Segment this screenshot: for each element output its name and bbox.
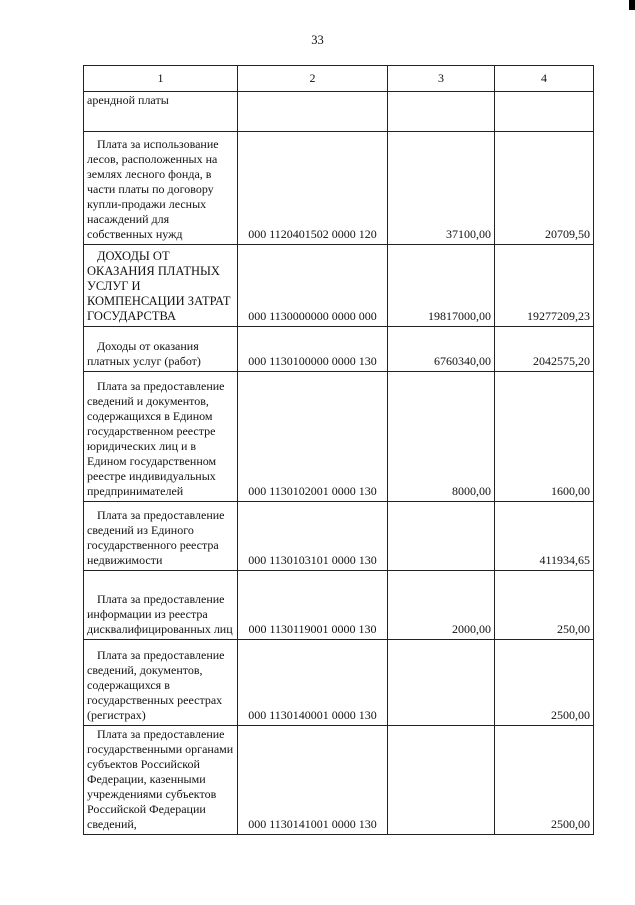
row-name: Плата за предоставление государственными органами субъектов Российской Федерации, казенными учреждениями субъектов Российской Федерации сведений, — [84, 726, 238, 835]
table-row — [84, 372, 594, 502]
row-name: Плата за предоставление сведений, документов, содержащихся в государственных реестрах (регистрах) — [84, 640, 238, 726]
row-col4-value: 2042575,20 — [495, 327, 594, 372]
row-col3-value: 2000,00 — [388, 571, 495, 640]
row-name: Плата за использование лесов, расположенных на землях лесного фонда, в части платы по договору купли-продажи лесных насаждений для собственных нужд — [84, 132, 238, 245]
row-code: 000 1130103101 0000 130 — [238, 502, 388, 571]
row-name: Плата за предоставление информации из реестра дисквалифицированных лиц — [84, 571, 238, 640]
row-col4-value: 20709,50 — [495, 132, 594, 245]
row-code: 000 1130119001 0000 130 — [238, 571, 388, 640]
row-code: 000 1130140001 0000 130 — [238, 640, 388, 726]
row-code: 000 1130000000 0000 000 — [238, 245, 388, 327]
page-corner-mark — [629, 0, 635, 10]
row-col3-value: 6760340,00 — [388, 327, 495, 372]
column-header: 2 — [238, 66, 388, 92]
row-col3-value — [388, 640, 495, 726]
row-code: 000 1120401502 0000 120 — [238, 132, 388, 245]
row-name: Плата за предоставление сведений и документов, содержащихся в Едином государственном реестре юридических лиц и в Едином государственном реестре индивидуальных предпринимателей — [84, 372, 238, 502]
row-name: арендной платы — [84, 92, 238, 132]
row-col3-value — [388, 502, 495, 571]
page-number: 33 — [311, 33, 324, 47]
table-header-row — [84, 66, 594, 92]
row-code: 000 1130141001 0000 130 — [238, 726, 388, 835]
row-col3-value — [388, 726, 495, 835]
table-row — [84, 571, 594, 640]
row-col4-value: 1600,00 — [495, 372, 594, 502]
table-row — [84, 726, 594, 835]
table-row — [84, 327, 594, 372]
row-col4-value: 411934,65 — [495, 502, 594, 571]
row-col3-value: 8000,00 — [388, 372, 495, 502]
row-col4-value — [495, 92, 594, 132]
revenue-table — [83, 65, 594, 835]
row-code: 000 1130100000 0000 130 — [238, 327, 388, 372]
row-name: Доходы от оказания платных услуг (работ) — [84, 327, 238, 372]
row-col3-value — [388, 92, 495, 132]
row-col3-value: 19817000,00 — [388, 245, 495, 327]
column-header: 4 — [495, 66, 594, 92]
row-col4-value: 19277209,23 — [495, 245, 594, 327]
table-row — [84, 640, 594, 726]
row-code — [238, 92, 388, 132]
column-header: 3 — [388, 66, 495, 92]
row-col3-value: 37100,00 — [388, 132, 495, 245]
row-name: ДОХОДЫ ОТ ОКАЗАНИЯ ПЛАТНЫХ УСЛУГ И КОМПЕНСАЦИИ ЗАТРАТ ГОСУДАРСТВА — [84, 245, 238, 327]
table-row — [84, 245, 594, 327]
row-col4-value: 2500,00 — [495, 640, 594, 726]
row-code: 000 1130102001 0000 130 — [238, 372, 388, 502]
row-name: Плата за предоставление сведений из Единого государственного реестра недвижимости — [84, 502, 238, 571]
table-row — [84, 132, 594, 245]
row-col4-value: 2500,00 — [495, 726, 594, 835]
table-row — [84, 502, 594, 571]
row-col4-value: 250,00 — [495, 571, 594, 640]
column-header: 1 — [84, 66, 238, 92]
table-row — [84, 92, 594, 132]
